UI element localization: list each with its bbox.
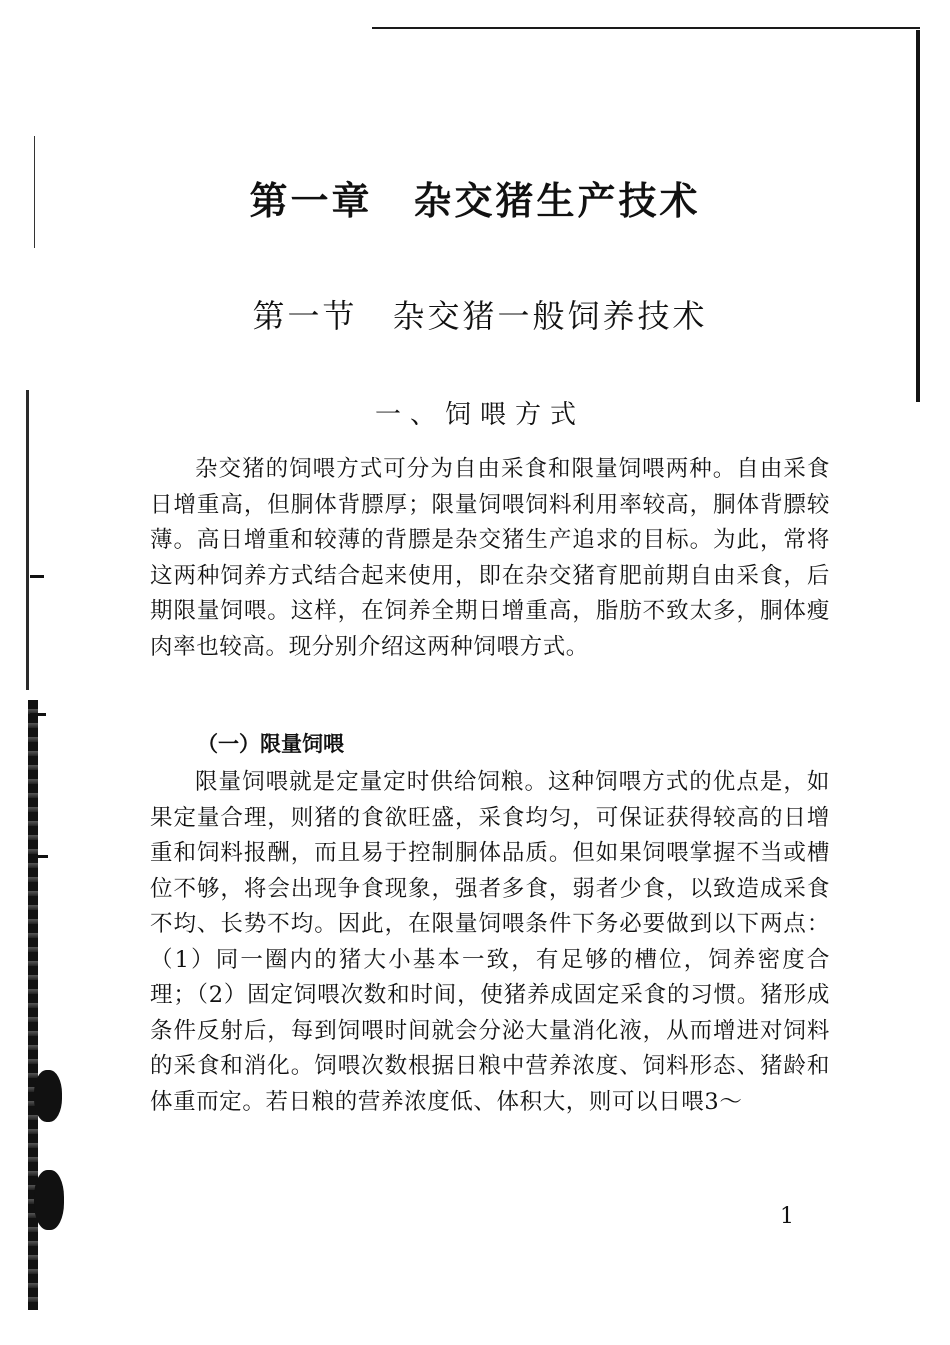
scan-spine-edge bbox=[26, 390, 29, 690]
scan-blob bbox=[34, 1170, 64, 1230]
subsection-title: 一、饲喂方式 bbox=[374, 400, 585, 430]
paragraph-feeding-methods: 杂交猪的饲喂方式可分为自由采食和限量饲喂两种。自由采食日增重高，但胴体背膘厚；限量饲喂饲料利用率较高，胴体背膘较薄。高日增重和较薄的背膘是杂交猪生产追求的目标。为此，常将这两种饲养方式结合起来使用，即在杂交猪育肥前期自由采食，后期限量饲喂。这样，在饲养全期日增重高，脂肪不致太多，胴体瘦肉率也较高。现分别介绍这两种饲喂方式。 bbox=[150, 456, 830, 660]
scan-top-rule bbox=[372, 27, 920, 29]
scan-tick bbox=[30, 575, 44, 578]
paragraph-restricted-feeding: 限量饲喂就是定量定时供给饲粮。这种饲喂方式的优点是，如果定量合理，则猪的食欲旺盛，采食均匀，可保证获得较高的日增重和饲料报酬，而且易于控制胴体品质。但如果饲喂掌握不当或槽位不够，将会出现争食现象，强者多食，弱者少食，以致造成采食不均、长势不均。因此，在限量饲喂条件下务必要做到以下两点：（1）同一圈内的猪大小基本一致，有足够的槽位，饲养密度合理；（2）固定饲喂次数和时间，使猪养成固定采食的习惯。猪形成条件反射后，每到饲喂时间就会分泌大量消化液，从而增进对饲料的采食和消化。饲喂次数根据日粮中营养浓度、饲料形态、猪龄和体重而定。若日粮的营养浓度低、体积大，则可以日喂3～ bbox=[150, 769, 830, 1115]
section-title: 第一节 杂交猪一般饲养技术 bbox=[252, 297, 708, 335]
scan-tick bbox=[36, 855, 48, 858]
scan-blob bbox=[34, 1070, 62, 1122]
page-number: 1 bbox=[780, 1204, 794, 1229]
scan-tick bbox=[30, 713, 46, 716]
heading-restricted-feeding: （一）限量饲喂 bbox=[197, 732, 344, 756]
chapter-title: 第一章 杂交猪生产技术 bbox=[249, 179, 701, 223]
